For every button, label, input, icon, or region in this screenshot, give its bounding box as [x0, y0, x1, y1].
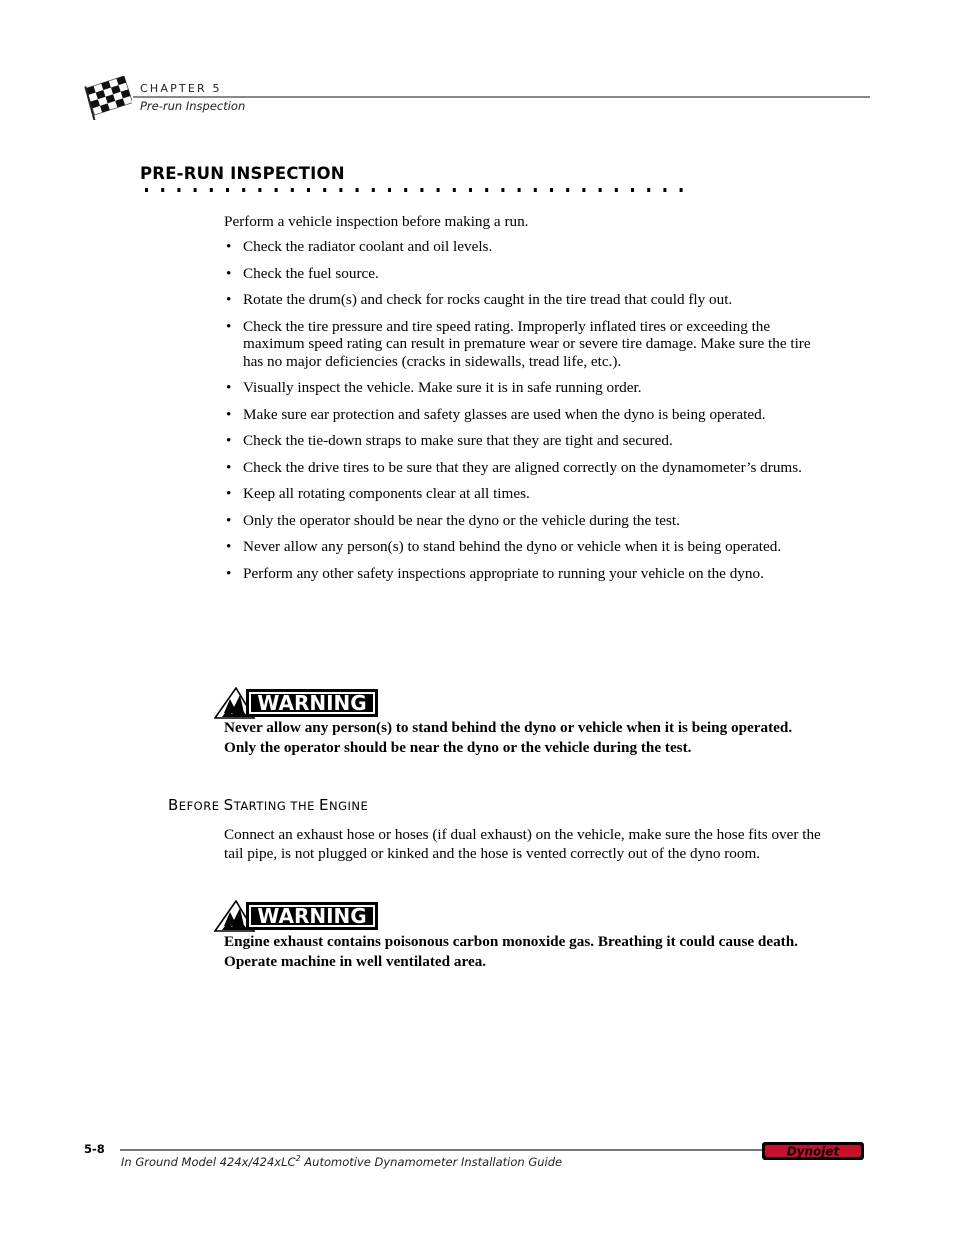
intro-text: Perform a vehicle inspection before making a run. [224, 213, 529, 230]
rule-dot [356, 188, 359, 192]
rule-dot [226, 188, 229, 192]
list-item [224, 459, 824, 477]
header-divider [133, 96, 870, 98]
rule-dot [550, 188, 553, 192]
list-item-text: Check the fuel source. [243, 264, 379, 282]
list-item [224, 238, 824, 256]
rule-dot [339, 188, 342, 192]
list-item-text: Never allow any person(s) to stand behind the dyno or vehicle when it is being operated. [243, 538, 782, 555]
warning-text: Never allow any person(s) to stand behind the dyno or vehicle when it is being operated. Only the operator should be near the dyno or the vehicle during the test. [224, 719, 793, 756]
list-item [224, 565, 824, 583]
rule-dot [145, 188, 148, 192]
rule-dot [453, 188, 456, 192]
rule-dot [582, 188, 585, 192]
rule-dot [404, 188, 407, 192]
list-item-text: Make sure ear protection and safety glasses are used when the dyno is being operated. [243, 405, 766, 423]
warning-badge [214, 687, 380, 719]
logo-text: Dynojet [786, 1144, 840, 1159]
list-item [224, 485, 824, 503]
list-item-text: Visually inspect the vehicle. Make sure it is in safe running order. [243, 379, 642, 396]
rule-dot [501, 188, 504, 192]
rule-dot [210, 188, 213, 192]
warning-label: WARNING [257, 904, 367, 928]
list-item [224, 379, 824, 397]
rule-dot [469, 188, 472, 192]
rule-dot [258, 188, 261, 192]
page-number: 5-8 [84, 1142, 105, 1156]
rule-dot [275, 188, 278, 192]
inspection-checklist [224, 238, 824, 582]
rule-dot [420, 188, 423, 192]
bullet: • [226, 538, 232, 555]
exhaust-instructions: Connect an exhaust hose or hoses (if dual exhaust) on the vehicle, make sure the hose fits over the tail pipe, is not plugged or kinked and the hose is vented correctly out of the dyno room. [224, 826, 821, 862]
guide-title-rest: Automotive Dynamometer Installation Guide [300, 1154, 563, 1169]
rule-dot [599, 188, 602, 192]
bullet: • [226, 458, 232, 476]
rule-dot [615, 188, 618, 192]
bullet: • [226, 291, 232, 308]
rule-dot [194, 188, 197, 192]
list-item [224, 538, 824, 556]
subsection-title: BEFORE STARTING THE ENGINE [168, 796, 369, 814]
rule-dot [631, 188, 634, 192]
warning-label: WARNING [257, 691, 367, 715]
rule-dot [534, 188, 537, 192]
list-item-text: Keep all rotating components clear at all times. [243, 485, 530, 502]
guide-title [121, 1154, 562, 1169]
warning-text: Engine exhaust contains poisonous carbon monoxide gas. Breathing it could cause death. Operate machine in well ventilated area. [224, 933, 798, 970]
list-item-text: Check the drive tires to be sure that they are aligned correctly on the dynamometer’s drums. [243, 458, 802, 476]
list-item [224, 512, 824, 530]
chapter-label: CHAPTER 5 [140, 82, 222, 95]
dotted-rule [144, 186, 689, 194]
guide-title-superscript: 2 [295, 1154, 301, 1163]
rule-dot [566, 188, 569, 192]
bullet: • [226, 379, 232, 396]
list-item-text: Perform any other safety inspections appropriate to running your vehicle on the dyno. [243, 564, 764, 582]
rule-dot [437, 188, 440, 192]
list-item [224, 291, 824, 309]
rule-dot [291, 188, 294, 192]
guide-title-main: In Ground Model 424x/424xLC [121, 1154, 296, 1169]
list-item-text: Rotate the drum(s) and check for rocks caught in the tire tread that could fly out. [243, 291, 733, 308]
rule-dot [518, 188, 521, 192]
list-item-text: Check the tie-down straps to make sure that they are tight and secured. [243, 432, 673, 449]
rule-dot [307, 188, 310, 192]
rule-dot [372, 188, 375, 192]
bullet: • [226, 264, 232, 282]
rule-dot [485, 188, 488, 192]
checkered-flag-icon [84, 76, 132, 120]
list-item [224, 265, 824, 283]
chapter-subtitle: Pre-run Inspection [140, 99, 246, 113]
list-item-text: Check the radiator coolant and oil levels. [243, 238, 493, 255]
bullet: • [226, 564, 232, 582]
list-item [224, 406, 824, 424]
list-item [224, 432, 824, 450]
bullet: • [226, 432, 232, 449]
rule-dot [680, 188, 683, 192]
list-item [224, 318, 824, 371]
footer-divider [120, 1149, 762, 1151]
rule-dot [388, 188, 391, 192]
warning-badge [214, 900, 380, 932]
list-item-text: Only the operator should be near the dyno or the vehicle during the test. [243, 511, 680, 529]
bullet: • [226, 511, 232, 529]
dynojet-logo [762, 1142, 864, 1160]
rule-dot [663, 188, 666, 192]
bullet: • [226, 238, 232, 255]
rule-dot [647, 188, 650, 192]
section-title: PRE-RUN INSPECTION [140, 164, 345, 183]
rule-dot [161, 188, 164, 192]
bullet: • [226, 485, 232, 502]
rule-dot [177, 188, 180, 192]
rule-dot [242, 188, 245, 192]
rule-dot [323, 188, 326, 192]
list-item-text: Check the tire pressure and tire speed rating. Improperly inflated tires or exceeding the maximum speed rating can result in premature wear or severe tire damage. Make sure the tire has no major deficiencies (cracks in sidewalls, tread life, etc.). [243, 317, 811, 370]
bullet: • [226, 405, 232, 423]
bullet: • [226, 317, 232, 335]
